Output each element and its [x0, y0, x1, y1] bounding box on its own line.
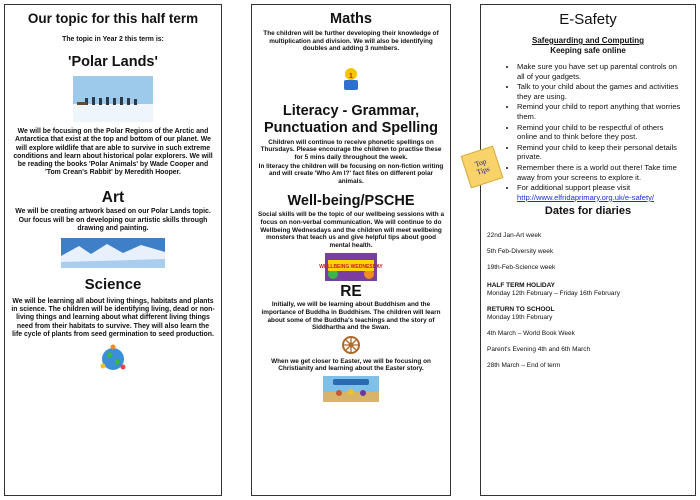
half-term-dates: Monday 12th February – Friday 16th February: [487, 290, 620, 298]
literacy-heading: Literacy - Grammar, Punctuation and Spelling: [264, 102, 438, 137]
tip-support-text: For additional support please visit: [517, 183, 631, 193]
dharma-wheel-icon: [341, 335, 361, 355]
art-heading: Art: [101, 189, 125, 207]
literacy-body-1: Children will continue to receive phonetic spellings on Thursdays. Please encourage the children to practise these for 5 mins daily throughout the week.: [260, 138, 442, 161]
polar-painting-image: [61, 238, 165, 268]
esafety-tips-list: [481, 62, 695, 202]
date-art-week: 22nd Jan-Art week: [487, 232, 542, 240]
top-tips-text: Top Tips: [473, 156, 491, 177]
date-world-book-week: 4th March – World Book Week: [487, 330, 575, 338]
esafety-subheading-2: Keeping safe online: [550, 46, 626, 55]
topic-intro: The topic in Year 2 this term is:: [62, 36, 164, 43]
wellbeing-wednesday-banner: [319, 253, 383, 281]
dates-heading: Dates for diaries: [544, 205, 632, 218]
topic-panel: [4, 4, 222, 496]
topic-body: We will be focusing on the Polar Regions of the Arctic and Antarctica that exist at the top and bottom of our planet. We will explore wildlife that are able to survive in such extreme conditions and learn about historical polar explorers. We will be reading the books 'Polar Animals' by Wade Cooper and 'Tom Crean's Rabbit' by Meredith Hooper.: [13, 128, 213, 177]
tip-item: • Remind your child to report anything that worries them.: [517, 102, 685, 121]
date-diversity-week: 5th Feb-Diversity week: [487, 248, 554, 256]
esafety-link[interactable]: http://www.elfridaprimary.org.uk/e-safety/: [517, 192, 655, 202]
tip-item: [517, 183, 685, 202]
topic-name: 'Polar Lands': [68, 54, 158, 71]
easter-story-image: [323, 376, 379, 402]
wellbeing-body: Social skills will be the topic of our wellbeing sessions with a focus on non-verbal communication. We will continue to do Wellbeing Wednesdays and the children will meet wellbeing monsters that teach us and give helpful tips about good mental health.: [257, 211, 445, 249]
date-science-week: 19th-Feb-Science week: [487, 264, 556, 272]
maths-heading: Maths: [330, 11, 372, 27]
re-body-1: Initially, we will be learning about Buddhism and the importance of Buddha in Buddhism. The children will learn about some of the Buddha's teachings and the story of Siddhartha and the Swan.: [261, 301, 441, 332]
literacy-body-2: In literacy the children will be focusing on non-fiction writing and will create 'Who Am I?' fact files on different polar animals.: [258, 162, 444, 185]
polar-expedition-image: [73, 76, 153, 122]
science-heading: Science: [84, 276, 142, 294]
esafety-panel: [480, 4, 696, 496]
science-body: We will be learning all about living things, habitats and plants in science. The children will be identifying living, dead or non-living things and learning about what different living things need from their habitats to survive. They will also learn the life cycle of plants from seed germination to seed production.: [11, 298, 215, 338]
return-date: Monday 19th February: [487, 314, 553, 322]
half-term-title: HALF TERM HOLIDAY: [487, 282, 556, 290]
globe-icon: [99, 344, 127, 372]
tip-item: • Remember there is a world out there! Take time away from your screens to explore it.: [517, 163, 685, 182]
numbers-icon: [340, 67, 362, 93]
re-heading: RE: [340, 283, 362, 301]
tip-item: • Remind your child to keep their personal details private.: [517, 143, 685, 162]
art-body: We will be creating artwork based on our Polar Lands topic. Our focus will be on developing our artistic skills through drawing and painting.: [15, 208, 211, 232]
tip-item: • Make sure you have set up parental controls on all of your gadgets.: [517, 62, 685, 81]
wellbeing-banner-text: WELLBEING WEDNESDAY: [319, 264, 383, 271]
esafety-heading: E-Safety: [559, 11, 617, 28]
date-end-of-term: 28th March – End of term: [487, 362, 561, 370]
curriculum-panel: [251, 4, 451, 496]
esafety-subheading-1: Safeguarding and Computing: [532, 36, 644, 45]
maths-body: The children will be further developing their knowledge of multiplication and division. We will also be identifying doubles and adding 3 numbers.: [263, 30, 439, 53]
return-title: RETURN TO SCHOOL: [487, 306, 555, 314]
tip-item: • Remind your child to be respectful of others online and to think before they post.: [517, 123, 685, 142]
topic-heading: Our topic for this half term: [27, 11, 199, 26]
svg-text:1: 1: [349, 72, 353, 80]
re-body-2: When we get closer to Easter, we will be focusing on Christianity and learning about the Easter story.: [271, 357, 431, 373]
wellbeing-heading: Well-being/PSCHE: [287, 193, 415, 210]
date-parents-evening: Parent's Evening 4th and 6th March: [487, 346, 591, 354]
tip-item: • Talk to your child about the games and activities they are using.: [517, 82, 685, 101]
